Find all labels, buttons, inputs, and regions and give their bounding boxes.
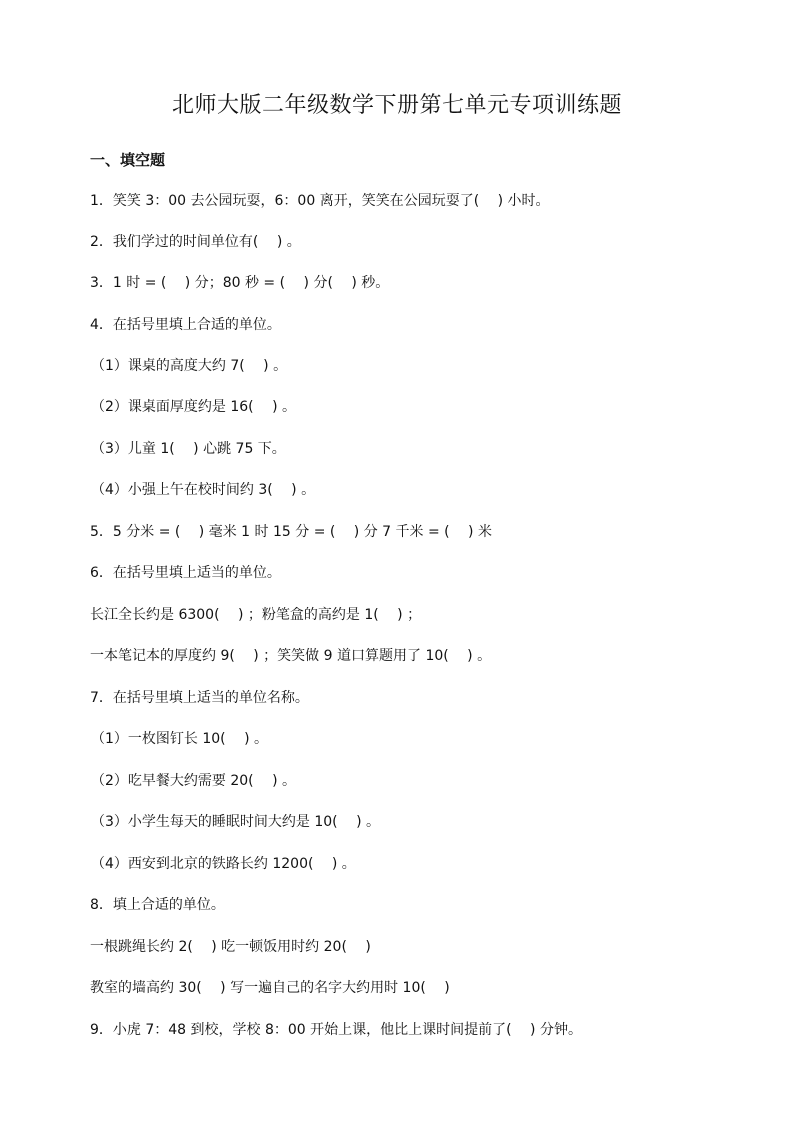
question-4: 4．在括号里填上合适的单位。 xyxy=(90,317,281,333)
question-2: 2．我们学过的时间单位有( ) 。 xyxy=(90,234,301,250)
question-4-sub-3: （3）儿童 1( ) 心跳 75 下。 xyxy=(91,441,286,457)
question-8-line-2: 教室的墙高约 30( ) 写一遍自己的名字大约用时 10( ) xyxy=(90,980,450,996)
question-3: 3．1 时 = ( ) 分；80 秒 = ( ) 分( ) 秒。 xyxy=(90,275,390,291)
question-5: 5．5 分米 = ( ) 毫米 1 时 15 分 = ( ) 分 7 千米 = ( ) 米 xyxy=(90,524,492,540)
question-4-sub-1: （1）课桌的高度大约 7( ) 。 xyxy=(91,358,288,374)
question-9: 9．小虎 7：48 到校，学校 8：00 开始上课，他比上课时间提前了( ) 分钟。 xyxy=(90,1022,582,1038)
question-7-sub-1: （1）一枚图钉长 10( ) 。 xyxy=(91,731,268,747)
question-4-sub-2: （2）课桌面厚度约是 16( ) 。 xyxy=(91,399,296,415)
question-7-sub-4: （4）西安到北京的铁路长约 1200( ) 。 xyxy=(91,856,356,872)
question-1: 1．笑笑 3：00 去公园玩耍，6：00 离开，笑笑在公园玩耍了( ) 小时。 xyxy=(90,193,550,209)
question-6-line-2: 一本笔记本的厚度约 9( ) ；笑笑做 9 道口算题用了 10( ) 。 xyxy=(90,648,492,664)
question-6-line-1: 长江全长约是 6300( ) ；粉笔盒的高约是 1( ) ； xyxy=(90,607,422,623)
page-title: 北师大版二年级数学下册第七单元专项训练题 xyxy=(171,93,622,118)
question-7-sub-2: （2）吃早餐大约需要 20( ) 。 xyxy=(91,773,296,789)
question-8-line-1: 一根跳绳长约 2( ) 吃一顿饭用时约 20( ) xyxy=(90,939,371,955)
question-8: 8．填上合适的单位。 xyxy=(90,897,225,913)
question-4-sub-4: （4）小强上午在校时间约 3( ) 。 xyxy=(91,482,316,498)
question-6: 6．在括号里填上适当的单位。 xyxy=(90,565,281,581)
section-heading: 一、填空题 xyxy=(90,151,166,169)
question-7-sub-3: （3）小学生每天的睡眠时间大约是 10( ) 。 xyxy=(91,814,380,830)
question-7: 7．在括号里填上适当的单位名称。 xyxy=(90,690,309,706)
